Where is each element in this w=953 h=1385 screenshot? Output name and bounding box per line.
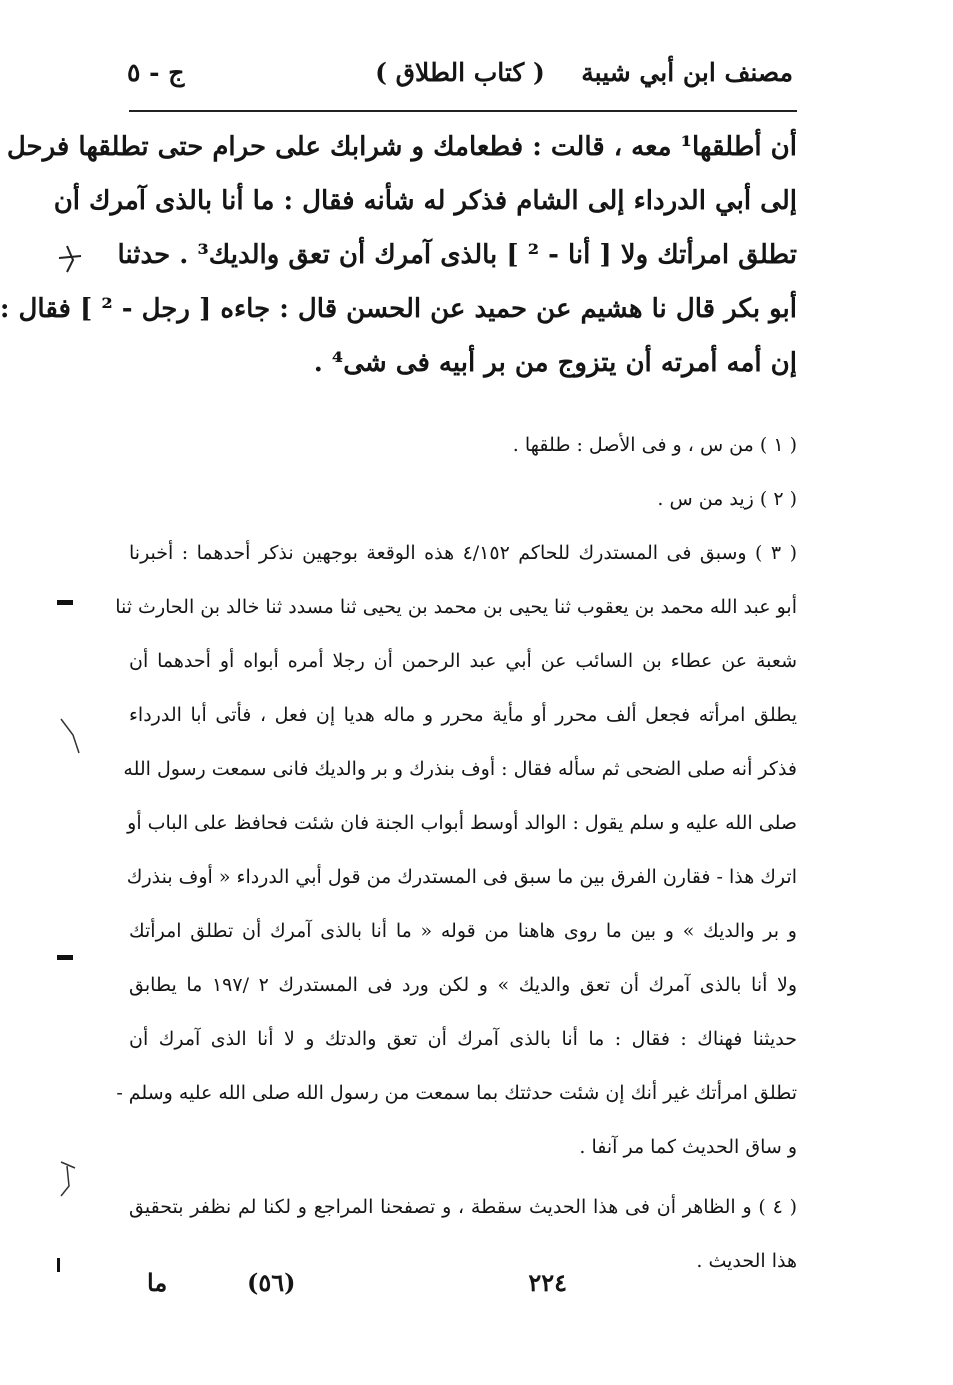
main-text-line: تطلق امرأتك ولا [ أنا - ² ] بالذى آمرك أن تعق والديك³ . حدثنا	[117, 240, 797, 270]
footnote-line: و ساق الحديث كما مر آنفا .	[579, 1136, 797, 1158]
main-text-line: أن أطلقها¹ معه ، قالت : فطعامك و شرابك على حرام حتى تطلقها فرحل	[6, 132, 797, 162]
footnote	[129, 418, 797, 472]
volume-label: ج - ٥	[127, 58, 185, 87]
footnote-line: يطلق امرأته فجعل ألف محرر أو مأية محرر و ماله هديا إن فعل ، فأتى أبا الدرداء	[129, 704, 797, 726]
margin-mark	[57, 955, 73, 960]
binding-thread-mark	[57, 238, 87, 278]
page-number: ٢٢٤	[528, 1268, 567, 1297]
margin-mark	[57, 1258, 60, 1272]
footnote-line: اترك هذا - فقارن الفرق بين ما سبق فى المستدرك من قول أبي الدرداء « أوف بنذرك	[126, 866, 797, 888]
signature-mark: ما	[147, 1268, 168, 1297]
footnote-line: تطلق امرأتك غير أنك إن شئت حدثتك بما سمعت من رسول الله صلى الله عليه وسلم -	[116, 1082, 797, 1104]
footnotes	[115, 418, 798, 1288]
chapter-title: ( كتاب الطلاق )	[375, 58, 545, 87]
page-footer	[147, 1268, 567, 1308]
footnote-line: صلى الله عليه و سلم يقول : الوالد أوسط أبواب الجنة فان شئت فحافظ على الباب أو	[127, 812, 797, 834]
footnote-line: حديثنا فهناك : فقال : ما أنا بالذى آمرك أن تعق والدتك و لا أنا الذى آمرك أن	[129, 1028, 797, 1050]
footnote-line: شعبة عن عطاء بن السائب عن أبي عبد الرحمن أن رجلا أمره أبواه أو أحدهما أن	[129, 650, 797, 672]
main-text	[0, 120, 797, 390]
footnote-line: أبو عبد الله محمد بن يعقوب ثنا يحيى بن محمد بن يحيى ثنا مسدد ثنا خالد بن الحارث ثنا	[115, 596, 797, 618]
footnote-line: ( ٤ ) و الظاهر أن فى هذا الحديث سقطة ، و تصفحنا المراجع و لكنا لم نظفر بتحقيق	[129, 1196, 798, 1218]
footnote-line: فذكر أنه صلى الضحى ثم سأله فقال : أوف بنذرك و بر والديك فانى سمعت رسول الله	[123, 758, 797, 780]
footnote-line: و بر والديك » و بين ما روى هاهنا من قوله « ما أنا بالذى آمرك أن تطلق امرأتك	[129, 920, 797, 942]
main-text-line: أبو بكر قال نا هشيم عن حميد عن الحسن قال : جاءه [ رجل - ² ] فقال :	[0, 294, 797, 324]
original-page-number: (٥٦)	[247, 1268, 296, 1297]
footnote-line: ( ٣ ) وسبق فى المستدرك للحاكم ٤/١٥٢ هذه الوقعة بوجهين نذكر أحدهما : أخبرنا	[129, 542, 797, 564]
footnote-line: هذا الحديث .	[696, 1250, 797, 1272]
binding-thread-mark	[57, 1160, 87, 1200]
header-rule	[129, 110, 797, 112]
main-text-line: إلى أبي الدرداء إلى الشام فذكر له شأنه فقال : ما أنا بالذى آمرك أن	[53, 186, 797, 216]
main-text-line: إن أمه أمرته أن يتزوج من بر أبيه فى شى⁴ .	[313, 348, 797, 378]
margin-mark	[57, 600, 73, 605]
footnote-line: ( ١ ) من س ، و فى الأصل : طلقها .	[512, 434, 797, 456]
footnote-line: ( ٢ ) زيد من س .	[657, 488, 797, 510]
binding-thread-mark	[57, 715, 87, 755]
footnote-line: ولا أنا بالذى آمرك أن تعق والديك » و لكن ورد فى المستدرك ٢ /١٩٧ ما يطابق	[129, 974, 798, 996]
page-header	[127, 58, 793, 102]
book-title: مصنف ابن أبي شيبة	[581, 58, 793, 87]
footnote	[129, 472, 797, 526]
footnote	[115, 526, 798, 1174]
